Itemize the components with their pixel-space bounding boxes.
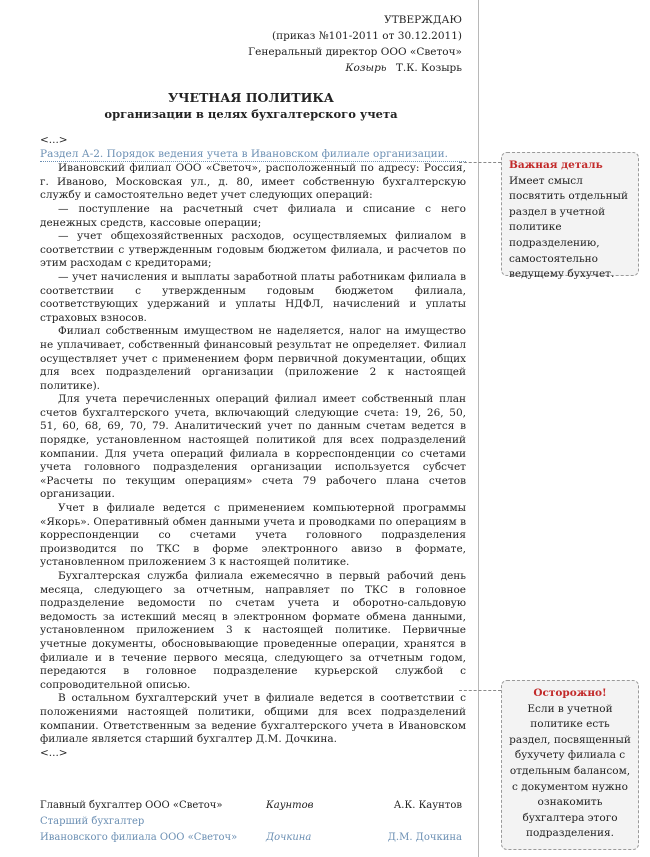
section-heading: Раздел А-2. Порядок ведения учета в Ивановском филиале организации. bbox=[40, 148, 466, 163]
paragraph: Филиал собственным имуществом не наделяется, налог на имущество не уплачивает, собственный финансовый результат не определяет. Филиал осуществляет учет с применением форм первичной документации, общих для всех подразделений организации (приложение 2 к настоящей политике). bbox=[40, 325, 466, 392]
note-connector bbox=[459, 162, 501, 163]
document-page bbox=[24, 0, 479, 857]
senior-position-line1: Старший бухгалтер bbox=[40, 816, 145, 827]
senior-name: Д.М. Дочкина bbox=[387, 832, 462, 843]
note-text: Если в учетной политике есть раздел, посвященный бухучету филиала с отдельным балансом, с документом нужно ознакомить бухгалтера этого подразделения. bbox=[509, 702, 631, 840]
chief-position: Главный бухгалтер ООО «Светоч» bbox=[40, 800, 223, 811]
senior-accountant-row-1 bbox=[40, 814, 462, 830]
document-body bbox=[40, 134, 466, 760]
approval-signature-line bbox=[248, 60, 462, 76]
list-item: — учет начисления и выплаты заработной платы работникам филиала в соответствии с утвержденным годовым бюджетом филиала, соответствующих удержаний и уплаты НДФЛ, начислений и уплаты страховых взносов. bbox=[40, 270, 466, 324]
note-heading: Осторожно! bbox=[533, 687, 607, 699]
list-item: — учет общехозяйственных расходов, осуществляемых филиалом в соответствии с утвержденным годовым бюджетом филиала, и расчетов по этим расходам с кредиторами; bbox=[40, 230, 466, 270]
senior-signature: Дочкина bbox=[266, 832, 312, 843]
paragraph: Учет в филиале ведется с применением компьютерной программы «Якорь». Оперативный обмен данными учета и проводками по операциям в корреспонденции со счетами учета головного подразделения производится по ТКС в форме электронного авизо в формате, установленном приложением 3 к настоящей политике. bbox=[40, 502, 466, 569]
note-heading: Важная деталь bbox=[509, 159, 603, 171]
note-important-detail bbox=[501, 152, 639, 281]
chief-signature: Каунтов bbox=[266, 800, 314, 811]
paragraph: Для учета перечисленных операций филиал имеет собственный план счетов бухгалтерского учета, включающий следующие счета: 19, 26, 50, 51, 60, 68, 69, 70, 79. Аналитический учет по данным счетам ведется в порядке, установленном настоящей политикой для всех подразделений компании. Для учета операций филиала в корреспонденции со счетами учета головного подразделения организации используется субсчет «Расчеты по текущим операциям» счета 79 рабочего плана счетов организации. bbox=[40, 393, 466, 501]
approval-order: (приказ №101-2011 от 30.12.2011) bbox=[272, 30, 462, 42]
paragraph: В остальном бухгалтерский учет в филиале ведется в соответствии с положениями настоящей политики, общими для всех подразделений компании. Ответственным за ведение бухгалтерского учета в Ивановском филиале является старший бухгалтер Д.М. Дочкина. bbox=[40, 692, 466, 746]
note-text: Имеет смысл посвятить отдельный раздел в учетной политике подразделению, самостоятельно ведущему бухучет. bbox=[509, 174, 628, 281]
note-connector bbox=[459, 690, 501, 691]
paragraph: Ивановский филиал ООО «Светоч», расположенный по адресу: Россия, г. Иваново, Московская ул., д. 80, имеет собственную бухгалтерскую службу и самостоятельно ведет учет следующих операций: bbox=[40, 162, 466, 202]
senior-accountant-row-2 bbox=[40, 830, 462, 846]
chief-accountant-row bbox=[40, 798, 462, 814]
senior-position-line2: Ивановского филиала ООО «Светоч» bbox=[40, 832, 238, 843]
ellipsis-bottom: <...> bbox=[40, 746, 68, 759]
note-caution bbox=[501, 680, 639, 850]
document-title: УЧЕТНАЯ ПОЛИТИКА bbox=[168, 90, 334, 105]
approval-position: Генеральный директор ООО «Светоч» bbox=[248, 46, 462, 58]
chief-name: А.К. Каунтов bbox=[393, 800, 462, 811]
list-item: — поступление на расчетный счет филиала и списание с него денежных средств, кассовые операции; bbox=[40, 202, 466, 229]
paragraph: Бухгалтерская служба филиала ежемесячно в первый рабочий день месяца, следующего за отчетным, направляет по ТКС в головное подразделение ведомости по счетам учета и оборотно-сальдовую ведомость за истекший месяц в электронном формате обмена данными, установленном приложением 3 к настоящей политике. Первичные учетные документы, обосновывающие проведенные операции, хранятся в филиале и в течение первого месяца, следующего за отчетным годом, передаются в головное подразделение курьерской службой с сопроводительной описью. bbox=[40, 570, 466, 691]
document-subtitle: организации в целях бухгалтерского учета bbox=[104, 107, 398, 121]
approval-title: УТВЕРЖДАЮ bbox=[384, 14, 462, 26]
director-name: Т.К. Козырь bbox=[395, 62, 462, 74]
director-signature: Козырь bbox=[345, 62, 387, 74]
approval-block bbox=[248, 12, 462, 76]
signature-block bbox=[40, 798, 462, 846]
ellipsis-top: <...> bbox=[40, 134, 68, 146]
